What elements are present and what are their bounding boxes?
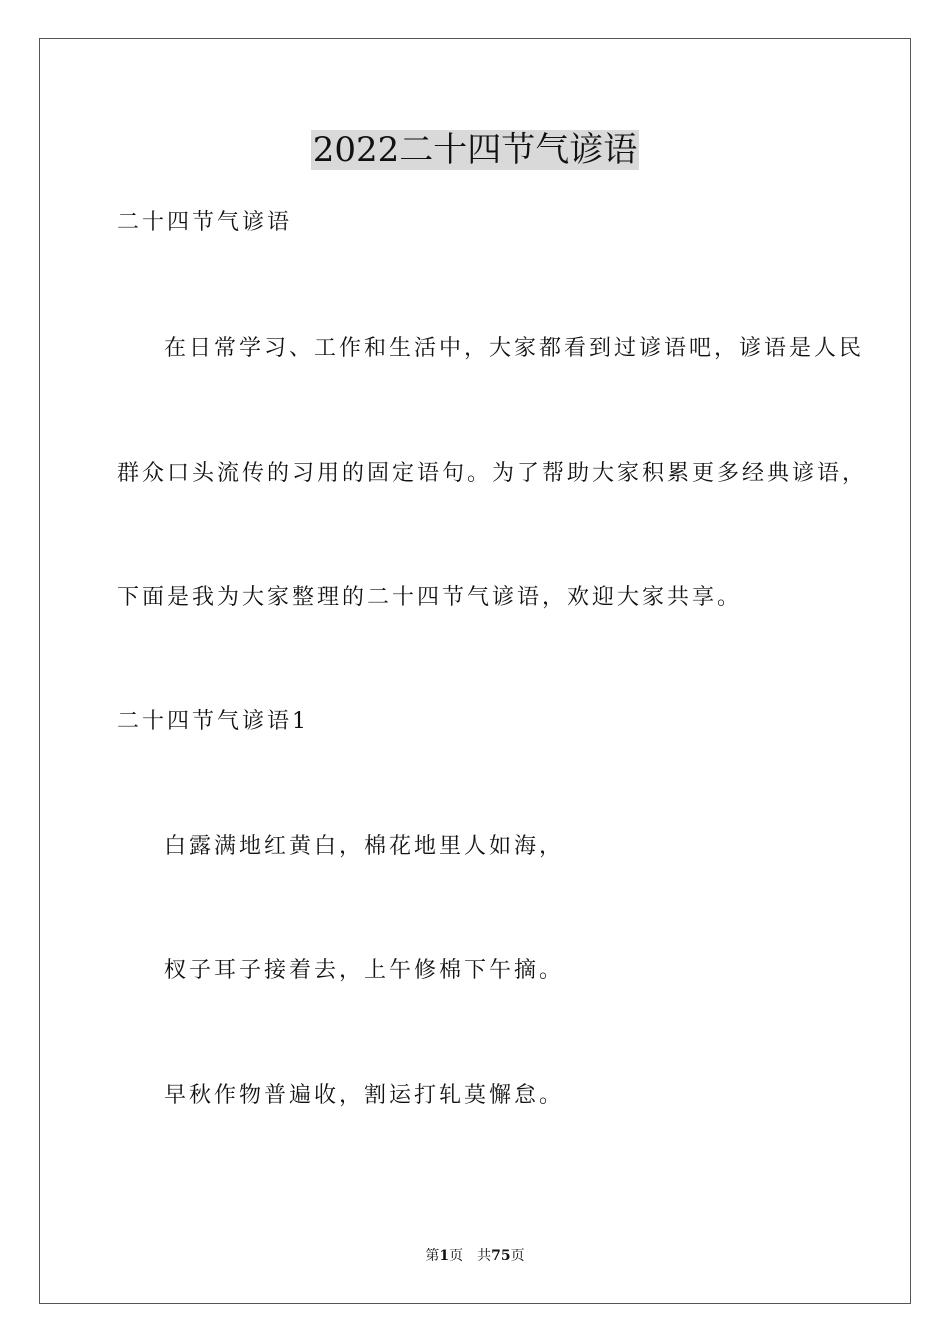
page-suffix: 页 [449, 1248, 464, 1264]
page-prefix: 第 [425, 1248, 440, 1264]
proverb-line-1: 白露满地红黄白，棉花地里人如海， [164, 834, 565, 859]
document-subtitle: 二十四节气谚语 [117, 210, 293, 235]
section-heading: 二十四节气谚语1 [117, 709, 309, 734]
total-pages: 75 [491, 1248, 511, 1264]
document-title [0, 126, 950, 174]
document-title-text: 2022二十四节气谚语 [312, 130, 638, 170]
proverb-line-2: 杈子耳子接着去，上午修棉下午摘。 [164, 958, 565, 983]
page-footer [0, 1246, 950, 1266]
intro-paragraph-line-2: 群众口头流传的习用的固定语句。为了帮助大家积累更多经典谚语， [117, 461, 868, 486]
intro-paragraph-line-3: 下面是我为大家整理的二十四节气谚语，欢迎大家共享。 [117, 585, 743, 610]
total-prefix: 共 [477, 1248, 492, 1264]
proverb-line-3: 早秋作物普遍收，割运打轧莫懈怠。 [164, 1083, 565, 1108]
total-suffix: 页 [510, 1248, 525, 1264]
intro-paragraph-line-1: 在日常学习、工作和生活中，大家都看到过谚语吧，谚语是人民 [164, 336, 865, 361]
page-number: 1 [439, 1248, 450, 1264]
